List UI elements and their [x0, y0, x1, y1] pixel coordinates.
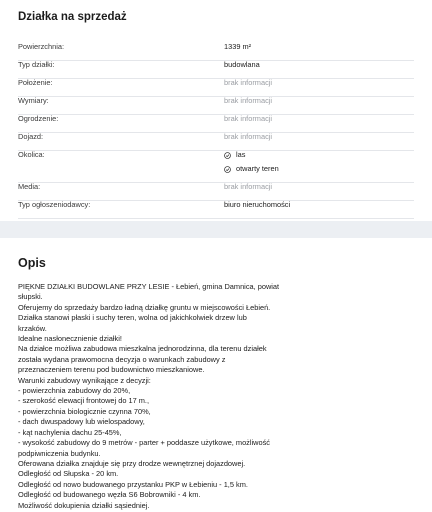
details-row-label: Wymiary:	[18, 96, 49, 105]
surroundings-item-label: otwarty teren	[236, 164, 279, 173]
description-line: - powierzchnia zabudowy do 20%,	[18, 386, 131, 396]
details-row	[18, 150, 414, 183]
description-line: Oferujemy do sprzedaży bardzo ładną działkę gruntu w miejscowości Łebień.	[18, 302, 271, 312]
surroundings-item	[224, 150, 245, 159]
details-row	[18, 182, 414, 201]
description-line: - kąt nachylenia dachu 25-45%,	[18, 427, 122, 437]
description-line: PIĘKNE DZIAŁKI BUDOWLANE PRZY LESIE - Łebień, gmina Damnica, powiat	[18, 282, 280, 291]
details-row-value: budowlana	[224, 60, 260, 69]
description-line: Oferowana działka znajduje się przy drodze wewnętrznej dojazdowej.	[18, 458, 246, 468]
description-body	[18, 282, 288, 511]
check-circle-icon	[224, 152, 231, 159]
description-line: Odległość od nowo budowanego przystanku PKP w Łebieniu - 1,5 km.	[18, 479, 248, 489]
details-row	[18, 96, 414, 115]
description-title: Opis	[18, 256, 46, 270]
details-row	[18, 132, 414, 151]
description-line: Na działce możliwa zabudowa mieszkalna jednorodzinna, dla terenu działek	[18, 344, 267, 354]
description-line: Odległość od Słupska - 20 km.	[18, 469, 119, 479]
description-line: krzaków.	[18, 323, 47, 333]
plot-details-card	[0, 0, 432, 221]
details-row-value: brak informacji	[224, 182, 273, 191]
details-row-label: Media:	[18, 182, 41, 191]
surroundings-item	[224, 164, 279, 173]
details-row-label: Okolica:	[18, 150, 45, 159]
details-row-value: biuro nieruchomości	[224, 200, 291, 209]
details-row-value: brak informacji	[224, 132, 273, 141]
details-row-label: Ogrodzenie:	[18, 114, 59, 123]
details-title: Działka na sprzedaż	[18, 11, 127, 23]
check-circle-icon	[224, 166, 231, 173]
description-line: - powierzchnia biologicznie czynna 70%,	[18, 406, 151, 416]
details-row-value: brak informacji	[224, 96, 273, 105]
description-line: przeznaczeniem terenu pod budownictwo mieszkaniowe.	[18, 365, 205, 375]
details-row-label: Dojazd:	[18, 132, 44, 141]
description-line: Działka stanowi płaski i suchy teren, wolna od jakichkolwiek drzew lub	[18, 313, 247, 323]
details-row	[18, 60, 414, 79]
description-line: Idealne nasłonecznienie działki!	[18, 334, 122, 344]
description-line: została wydana prawomocna decyzja o warunkach zabudowy z	[18, 354, 226, 364]
description-card	[0, 238, 432, 512]
details-row	[18, 42, 414, 61]
details-row-value: brak informacji	[224, 78, 273, 87]
details-row	[18, 200, 414, 219]
description-line: podpiwniczenia budynku.	[18, 448, 101, 458]
description-line: - dach dwuspadowy lub wielospadowy,	[18, 417, 145, 427]
details-row-label: Typ ogłoszeniodawcy:	[18, 200, 91, 209]
details-row	[18, 78, 414, 97]
details-row-label: Typ działki:	[18, 60, 55, 69]
details-row-label: Powierzchnia:	[18, 42, 65, 51]
details-row	[18, 114, 414, 133]
description-line: - wysokość zabudowy do 9 metrów - parter + poddasze użytkowe, możliwość	[18, 438, 271, 448]
description-line: Warunki zabudowy wynikające z decyzji:	[18, 375, 151, 385]
details-row-value: brak informacji	[224, 114, 273, 123]
description-line: Możliwość dokupienia działki sąsiedniej.	[18, 500, 150, 510]
surroundings-item-label: las	[236, 150, 246, 159]
description-line: słupski.	[18, 292, 43, 302]
details-row-value: 1339 m²	[224, 42, 252, 51]
description-line: - szerokość elewacji frontowej do 17 m.,	[18, 396, 150, 406]
description-line: Odległość od budowanego węzła S6 Bobrowniki - 4 km.	[18, 490, 201, 500]
details-row-label: Położenie:	[18, 78, 53, 87]
